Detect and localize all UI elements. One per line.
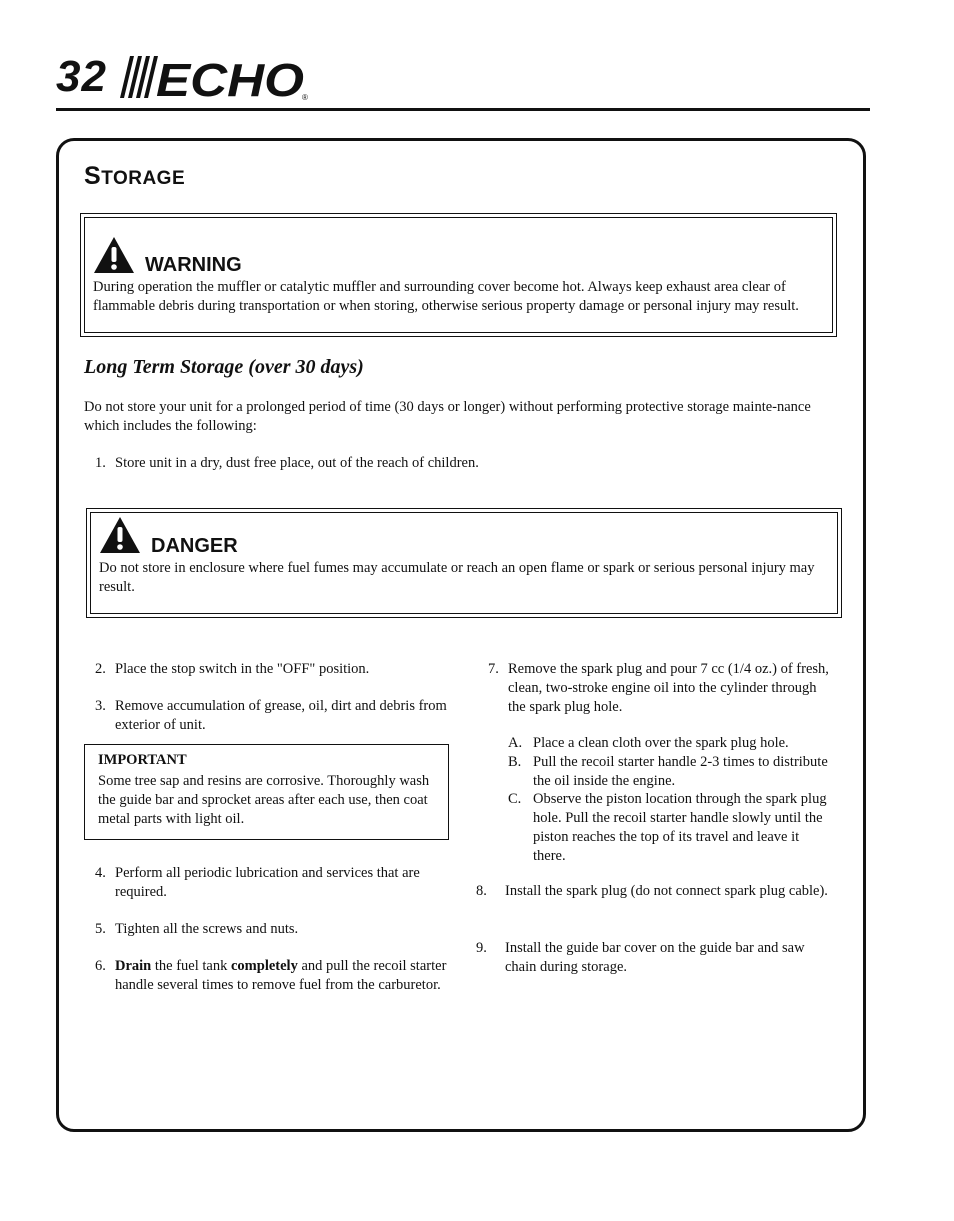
echo-logo: [116, 52, 316, 102]
danger-box: [86, 508, 842, 618]
danger-text: Do not store in enclosure where fuel fumes may accumulate or reach an open flame or spark or serious personal injury may result.: [99, 560, 815, 595]
important-text: Some tree sap and resins are corrosive. Thoroughly wash the guide bar and sprocket areas after each use, then coat metal parts with light oil.: [98, 773, 430, 827]
warning-triangle-icon: [93, 236, 135, 274]
danger-title: DANGER: [151, 535, 238, 557]
page-number: 32: [56, 52, 107, 101]
header-rule: [56, 108, 870, 111]
danger-triangle-icon: [99, 516, 141, 554]
logo-text: ECHO: [156, 54, 305, 102]
warning-text: During operation the muffler or catalytic muffler and surrounding cover become hot. Always keep exhaust area clear of flammable debris during transportation or when storing, otherwise serious property damage or personal injury may result.: [93, 279, 799, 314]
section-title: STORAGE: [84, 162, 186, 190]
warning-box: [80, 213, 837, 337]
important-title: IMPORTANT: [98, 752, 187, 768]
important-box: [84, 744, 449, 840]
long-term-intro: Do not store your unit for a prolonged period of time (30 days or longer) without performing protective storage mainte-nance which includes the following:: [84, 399, 811, 434]
warning-title: WARNING: [145, 254, 242, 276]
svg-text:®: ®: [302, 93, 308, 102]
long-term-heading: Long Term Storage (over 30 days): [84, 356, 364, 378]
